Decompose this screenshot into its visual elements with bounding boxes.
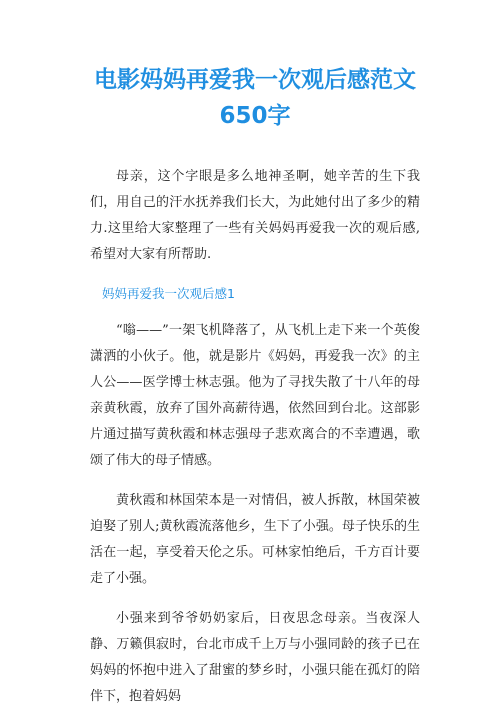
body-paragraph-2: 黄秋霞和林国荣本是一对情侣，被人拆散，林国荣被迫娶了别人;黄秋霞流落他乡，生下了小强。母子快乐的生活在一起，享受着天伦之乐。可林家怕绝后，千方百计要走了小强。 <box>90 493 420 586</box>
intro-paragraph: 母亲，这个字眼是多么地神圣啊，她辛苦的生下我们，用自己的汗水抚养我们长大，为此她付出了多少的精力.这里给大家整理了一些有关妈妈再爱我一次的观后感,希望对大家有所帮助. <box>90 169 420 262</box>
article-title: 电影妈妈再爱我一次观后感范文650字 <box>94 67 416 129</box>
section-heading: 妈妈再爱我一次观后感1 <box>102 286 235 301</box>
body-paragraph-3: 小强来到爷爷奶奶家后，日夜思念母亲。当夜深人静、万籁俱寂时，台北市成千上万与小强同龄的孩子已在妈妈的怀抱中进入了甜蜜的梦乡时，小强只能在孤灯的陪伴下，抱着妈妈 <box>90 611 420 704</box>
body-paragraph-1: “嗡——”一架飞机降落了，从飞机上走下来一个英俊潇洒的小伙子。他，就是影片《妈妈，再爱我一次》的主人公——医学博士林志强。他为了寻找失散了十八年的母亲黄秋霞，放弃了国外高薪待遇，依然回到台北。这部影片通过描写黄秋霞和林志强母子悲欢离合的不幸遭遇，歌颂了伟大的母子情感。 <box>90 323 420 468</box>
